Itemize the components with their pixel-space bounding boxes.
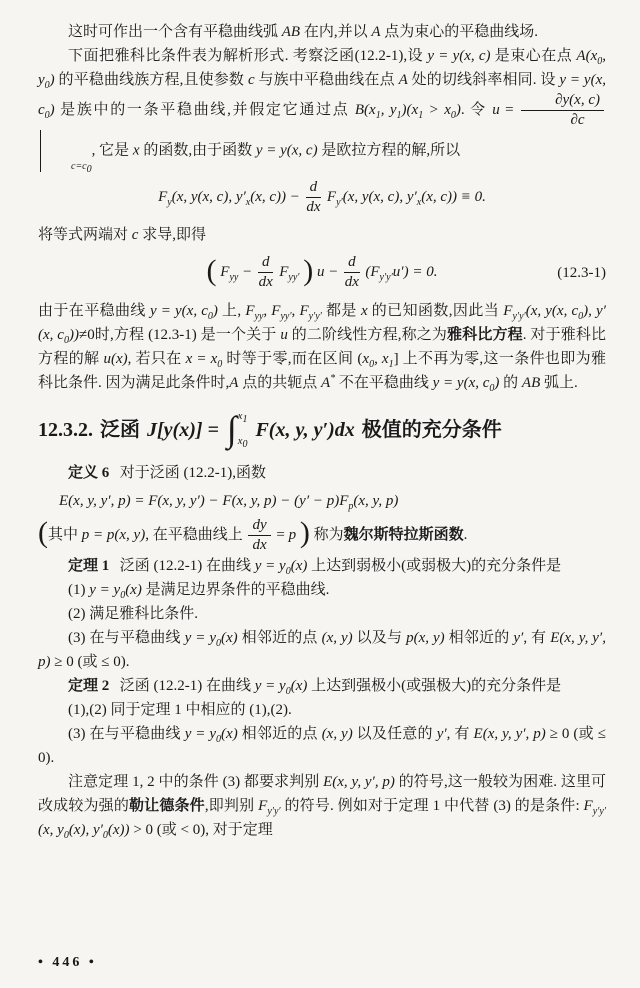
fraction-denominator: dx (252, 536, 267, 553)
heading-formula-lhs: J[y(x)] = (147, 418, 219, 441)
text-run: 泛函 (12.2-1) 在曲线 $y = y_0(x)$ 上达到强极小(或强极大)的充分条件是 (119, 678, 562, 697)
theorem-2-item-2: (3) 在与平稳曲线 $y = y_0(x)$ 相邻近的点 (x, y) 以及任意的 y′, 有 E(x, y, y′, p) ≥ 0 (或 ≤ 0). (38, 726, 606, 766)
left-paren: ( (38, 516, 48, 550)
definition-6 (38, 461, 606, 485)
formula-part: $F_{y'}(x$, y(x, c), $y'_x(x$, c)) ≡ 0. (323, 188, 486, 208)
fraction-denominator: dx (344, 274, 359, 291)
theorem-1-item-3: (3) 在与平稳曲线 $y = y_0(x)$ 相邻近的点 (x, y) 以及与 p(x, y) 相邻近的 y′, 有 E(x, y, y′, p) ≥ 0 (或 ≤ 0). (38, 630, 606, 670)
paragraph-jacobi-analytic (38, 44, 606, 175)
text-run: 称为魏尔斯特拉斯函数. (309, 526, 468, 543)
integral-lower-limit: $x_0$ (237, 435, 248, 450)
evaluation-at-bar (40, 130, 92, 175)
formula-part: $F_y(x$, y(x, c), $y'_x(x$, c)) − (158, 188, 304, 208)
section-heading (38, 409, 606, 451)
theorem-label: 定理 1 (68, 558, 110, 574)
integral-upper-limit: $x_1$ (237, 410, 248, 425)
right-paren: ) (299, 516, 310, 550)
evaluation-subscript: $c=c_0$ (71, 160, 92, 175)
fraction-numerator: ∂y(x, c) (521, 92, 604, 111)
formula-part: $(F_{y'y'}u') = 0$. (361, 264, 438, 284)
fraction-denominator: dx (306, 198, 321, 215)
text-run: , 它是 x 的函数,由于函数 y = y(x, c) 是欧拉方程的解,所以 (91, 141, 461, 158)
heading-text: 极值的充分条件 (361, 418, 502, 441)
paragraph-stationary-field: 这时可作出一个含有平稳曲线弧 AB 在内,并以 A 点为束心的平稳曲线场. (68, 24, 539, 40)
section-number: 12.3.2. (38, 418, 93, 441)
text-run: = p (272, 526, 297, 543)
formula-part: $F_{yy'}$ (275, 264, 300, 284)
right-paren: ) (303, 253, 314, 287)
text-run: 其中 p = p(x, y), 在平稳曲线上 (48, 526, 247, 543)
formula-part: u − (313, 264, 343, 281)
heading-formula-integrand: F(x, y, y′)dx (255, 418, 355, 441)
definition-label: 定义 6 (68, 464, 110, 481)
partial-derivative-fraction (521, 92, 604, 130)
fraction-denominator: ∂c (570, 112, 585, 129)
fraction-numerator: d (258, 254, 274, 273)
dy-dx-fraction (248, 517, 270, 555)
theorem-1-item-2: (2) 满足雅科比条件. (68, 606, 198, 622)
page-footer (38, 950, 606, 974)
left-paren: ( (206, 253, 217, 287)
fraction-denominator: dx (258, 274, 273, 291)
page-number: • 446 • (38, 954, 97, 970)
formula-part: $F_{yy}$ − (216, 264, 256, 284)
equation-number: (12.3-1) (557, 264, 606, 281)
theorem-2-item-1: (1),(2) 同于定理 1 中相应的 (1),(2). (68, 702, 292, 718)
paragraph-differentiate-c: 将等式两端对 c 求导,即得 (38, 227, 206, 243)
integral-glyph: ∫ (226, 409, 237, 450)
d-dx-fraction (306, 179, 322, 217)
text-run: 泛函 (12.2-1) 在曲线 $y = y_0(x)$ 上达到弱极小(或弱极大)的充分条件是 (119, 558, 562, 577)
paragraph-jacobi-condition: 由于在平稳曲线 y = y(x, $c_0$) 上, $F_{yy}$, $F_{yy'}$, $F_{y'y'}$ 都是 x 的已知函数,因此当 $F_{y'y'}(x$, y(x, $c_0$), y′(x, $c_0))\ne 0$时,方程 (12.3-1) 是一个关于 u 的二阶线性方程,称之为雅科比方程. 对于雅科比方程的解 u(x), 若只在 $x = x_0$ 时等于零,而在区间 ($x_0$, $x_1$] 上不再为零,这一条件也即为雅科比条件. 因为满足此条件时,A 点的共轭点 A* 不在平稳曲线 y = y(x, $c_0$) 的 AB 弧上. (38, 302, 607, 394)
theorem-label: 定理 2 (68, 678, 110, 694)
formula-weierstrass-e-function: E(x, y, y′, p) = F(x, y, y′) − F(x, y, $p) - (y' - p)F_p(x$, y, p) (59, 492, 399, 512)
formula-jacobi-equation (38, 254, 606, 292)
fraction-numerator: d (306, 179, 322, 198)
heading-text: 泛函 (100, 418, 140, 441)
text-run: 下面把雅科比条件表为解析形式. 考察泛函(12.2-1),设 y = y(x, c) 是束心在点 $A(x_0$, $y_0$) 的平稳曲线族方程,且使参数 c 与族中平稳曲线在点 A 处的切线斜率相同. 设 y = y(x, $c_0$) 是族中的一条平稳曲线,并假定它通过点 $B(x_1$, $y_1)(x_1 > x_0)$. 令 u = (38, 48, 606, 122)
integral-limits (238, 409, 248, 451)
d-dx-fraction (258, 254, 274, 292)
text-run: 对于泛函 (12.2-1),函数 (119, 464, 267, 481)
fraction-numerator: dy (248, 517, 270, 536)
d-dx-fraction (344, 254, 360, 292)
theorem-1-item-1: (1) $y = y_0(x)$ 是满足边界条件的平稳曲线. (68, 582, 330, 601)
theorem-1 (38, 554, 606, 578)
fraction-numerator: d (344, 254, 360, 273)
weierstrass-parenthetical-note (38, 517, 606, 555)
theorem-2 (38, 674, 606, 698)
formula-euler-identity (38, 179, 606, 217)
integral-sign-icon (227, 409, 248, 451)
paragraph-legendre-note: 注意定理 1, 2 中的条件 (3) 都要求判别 E(x, y, y′, p) 的符号,这一般较为困难. 这里可改成较为强的勒让德条件,即判别 $F_{y'y'}$ 的符号. 例如对于定理 1 中代替 (3) 的是条件: $F_{y'y'}(x$, $y_0(x)$, $y'_0(x)) > 0$ (或 < 0), 对于定理 (38, 774, 606, 841)
